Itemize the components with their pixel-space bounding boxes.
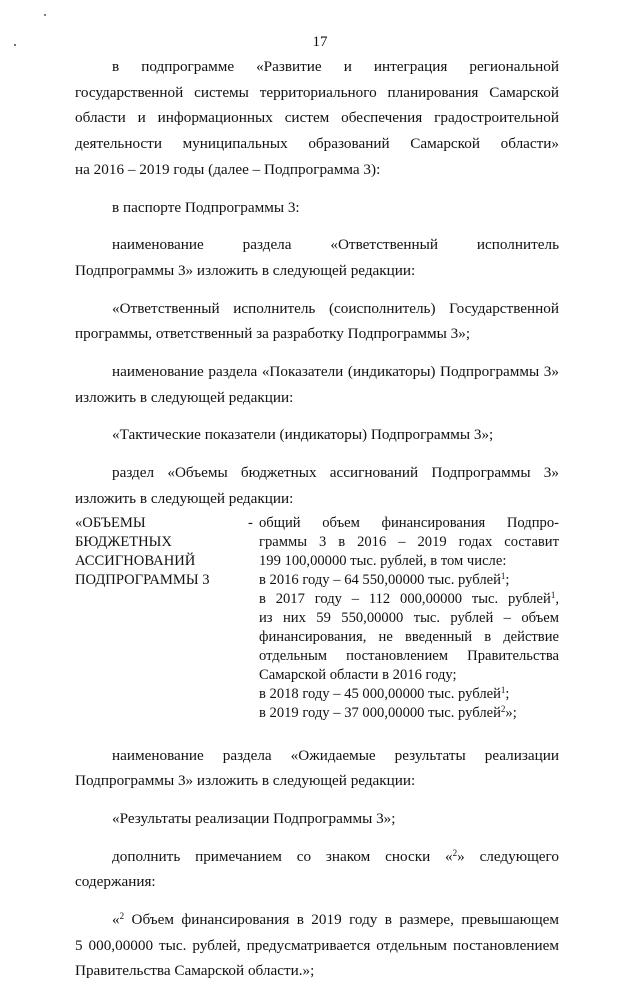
paragraph-line: на 2016 – 2019 годы (далее – Подпрограмма 3): [75, 160, 381, 178]
paragraph-line: Правительства Самарской области.»; [75, 962, 315, 980]
table-line: общий объем финансирования Подпро- [259, 514, 559, 531]
paragraph-line: области и информационных систем обеспечения градостроительной [75, 109, 559, 127]
paragraph-line: содержания: [75, 873, 156, 891]
paragraph-line: «$^2$ Объем финансирования в 2019 году в размере, превышающем [112, 911, 559, 929]
paragraph-line: в подпрограмме «Развитие и интеграция региональной [112, 58, 559, 75]
paragraph-line: наименование раздела «Ответственный исполнитель [112, 236, 559, 254]
table-line: из них 59 550,00000 тыс. рублей – объем [259, 609, 559, 626]
table-dash: - [248, 514, 253, 531]
paragraph-line: «Тактические показатели (индикаторы) Подпрограммы 3»; [112, 426, 494, 444]
budget-table [75, 514, 559, 723]
table-line: в 2017 году – 112 000,00000 тыс. рублей$^1$, [259, 589, 559, 607]
table-heading [75, 514, 248, 723]
table-content [259, 514, 559, 723]
table-line: в 2018 году – 45 000,00000 тыс. рублей$^1$; [259, 684, 510, 702]
paragraph-line: «Результаты реализации Подпрограммы 3»; [112, 809, 396, 827]
table-heading-line: АССИГНОВАНИЙ [75, 552, 196, 569]
document-body [75, 54, 559, 984]
table-line: отдельным постановлением Правительства [259, 647, 559, 664]
table-line: в 2016 году – 64 550,00000 тыс. рублей$^1$; [259, 570, 510, 588]
paragraph-line: изложить в следующей редакции: [75, 388, 294, 406]
scan-speck [44, 14, 46, 16]
paragraph-line: дополнить примечанием со знаком сноски «$^2$» следующего [112, 847, 559, 865]
paragraph-line: раздел «Объемы бюджетных ассигнований Подпрограммы 3» [112, 464, 559, 482]
table-heading-line: БЮДЖЕТНЫХ [75, 533, 172, 550]
paragraph-line: 5 000,00000 тыс. рублей, предусматривается отдельным постановлением [75, 936, 559, 954]
paragraph-line: «Ответственный исполнитель (соисполнитель) Государственной [112, 299, 559, 317]
table-line: Самарской области в 2016 году; [259, 666, 457, 683]
table-line: 199 100,00000 тыс. рублей, в том числе: [259, 552, 507, 569]
paragraph-line: в паспорте Подпрограммы 3: [112, 198, 300, 216]
paragraph-line: деятельности муниципальных образований Самарской области» [75, 135, 559, 153]
paragraph-line: изложить в следующей редакции: [75, 489, 294, 507]
paragraph-line: наименование раздела «Ожидаемые результаты реализации [112, 746, 559, 764]
paragraph-line: Подпрограммы 3» изложить в следующей редакции: [75, 261, 416, 279]
page-number: 17 [312, 34, 328, 50]
table-heading-line: «ОБЪЕМЫ [75, 514, 146, 531]
paragraph-line: наименование раздела «Показатели (индикаторы) Подпрограммы 3» [112, 363, 559, 381]
paragraph-line: Подпрограммы 3» изложить в следующей редакции: [75, 772, 416, 790]
paragraph-line: государственной системы территориального планирования Самарской [75, 83, 559, 101]
table-line: граммы 3 в 2016 – 2019 годах составит [259, 533, 559, 550]
paragraph-line: программы, ответственный за разработку Подпрограммы 3»; [75, 325, 471, 343]
table-heading-line: ПОДПРОГРАММЫ 3 [75, 571, 210, 588]
table-line: в 2019 году – 37 000,00000 тыс. рублей$^2$»; [259, 703, 517, 721]
table-line: финансирования, не введенный в действие [259, 628, 559, 645]
